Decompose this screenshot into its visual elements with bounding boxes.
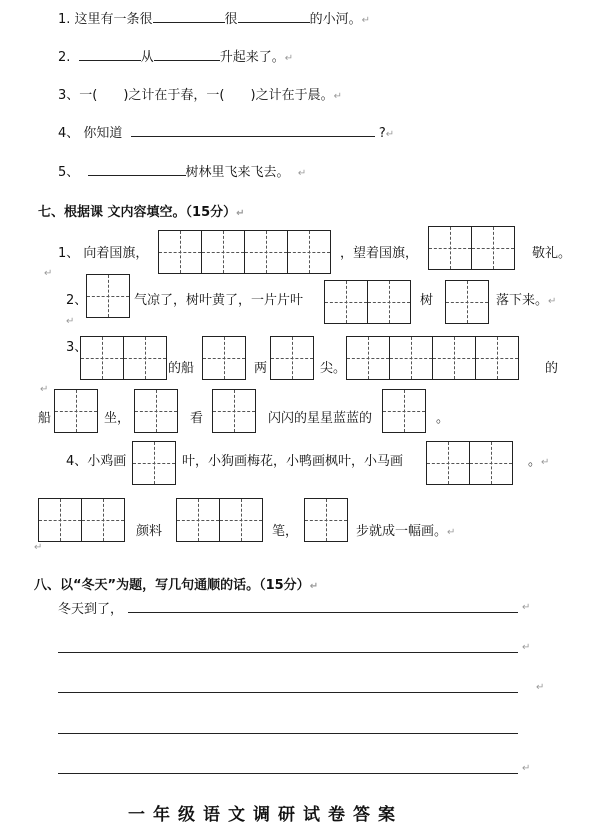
fill-item-2: 2. 从 升起来了。↵ xyxy=(58,46,293,65)
return-icon: ↵ xyxy=(522,602,531,613)
q3b-text-2: 坐， xyxy=(104,411,131,426)
writing-box[interactable] xyxy=(80,336,124,380)
writing-box[interactable] xyxy=(428,226,472,270)
q2-box-group-b xyxy=(324,280,411,324)
q4-text-1: 叶，小狗画梅花，小鸭画枫叶，小马画 xyxy=(182,454,404,469)
q3b-box-group-d xyxy=(382,389,426,433)
writing-box[interactable] xyxy=(202,336,246,380)
q3-text-2: 两 xyxy=(254,361,268,376)
section-8-heading: 八、以“冬天”为题，写几句通顺的话。（15分）↵ xyxy=(34,578,319,593)
q4-box-group-b xyxy=(426,441,513,485)
writing-box[interactable] xyxy=(469,441,513,485)
return-icon: ↵ xyxy=(522,642,531,653)
writing-box[interactable] xyxy=(38,498,82,542)
q1-box-group-b xyxy=(428,226,515,270)
q1-mid: ，望着国旗， xyxy=(340,246,419,261)
writing-box[interactable] xyxy=(176,498,220,542)
writing-line[interactable] xyxy=(128,612,518,613)
q3b-text-4: 闪闪的星星蓝蓝的 xyxy=(268,411,373,426)
q3-box-group-d xyxy=(346,336,519,380)
writing-box[interactable] xyxy=(287,230,331,274)
q4b-box-group-c xyxy=(304,498,348,542)
answer-blank[interactable] xyxy=(131,122,375,137)
q4b-box-group-a xyxy=(38,498,125,542)
q3b-box-group-b xyxy=(134,389,178,433)
writing-box[interactable] xyxy=(471,226,515,270)
q1-suffix: 敬礼。 xyxy=(532,246,572,261)
q4b-box-group-b xyxy=(176,498,263,542)
writing-box[interactable] xyxy=(212,389,256,433)
q3b-text-1: 船 xyxy=(38,411,52,426)
writing-box[interactable] xyxy=(244,230,288,274)
q3-box-group-a xyxy=(80,336,167,380)
return-icon: ↵ xyxy=(40,384,49,395)
writing-box[interactable] xyxy=(158,230,202,274)
q4-suffix: 。↵ xyxy=(528,454,550,469)
q3-text-1: 的船 xyxy=(168,361,195,376)
q3-text-3: 尖。 xyxy=(320,361,347,376)
answer-blank[interactable] xyxy=(88,161,186,176)
writing-box[interactable] xyxy=(134,389,178,433)
return-icon: ↵ xyxy=(548,296,557,307)
section-7-heading: 七、根据课 文内容填空。（15分）↵ xyxy=(38,205,245,220)
return-icon: ↵ xyxy=(44,268,53,279)
composition-start: 冬天到了， xyxy=(58,602,124,617)
writing-box[interactable] xyxy=(367,280,411,324)
q4b-text-2: 笔， xyxy=(272,524,299,539)
writing-box[interactable] xyxy=(389,336,433,380)
q3b-box-group-c xyxy=(212,389,256,433)
q4b-text-3: 步就成一幅画。↵ xyxy=(356,524,456,539)
q1-prefix: 1、 向着国旗， xyxy=(58,246,149,261)
writing-box[interactable] xyxy=(86,274,130,318)
q4-box-group-a xyxy=(132,441,176,485)
writing-box[interactable] xyxy=(304,498,348,542)
q2-suffix: 落下来。↵ xyxy=(496,293,557,308)
writing-box[interactable] xyxy=(346,336,390,380)
writing-box[interactable] xyxy=(382,389,426,433)
return-icon: ↵ xyxy=(236,208,245,219)
writing-box[interactable] xyxy=(201,230,245,274)
writing-box[interactable] xyxy=(324,280,368,324)
answer-blank[interactable] xyxy=(238,8,310,23)
answer-blank[interactable] xyxy=(154,46,220,61)
return-icon: ↵ xyxy=(361,15,370,26)
q3-prefix: 3、 xyxy=(66,340,88,355)
q3-text-4: 的 xyxy=(545,361,559,376)
q2-text-1: 气凉了，树叶黄了，一片片叶 xyxy=(134,293,304,308)
answer-blank[interactable] xyxy=(79,46,141,61)
q3-box-group-c xyxy=(270,336,314,380)
writing-box[interactable] xyxy=(445,280,489,324)
return-icon: ↵ xyxy=(297,168,307,179)
fill-item-3: 3、一( )之计在于春，一( )之计在于晨。↵ xyxy=(58,88,342,103)
answer-blank[interactable] xyxy=(153,8,225,23)
q4b-text-1: 颜料 xyxy=(136,524,163,539)
writing-box[interactable] xyxy=(123,336,167,380)
writing-line[interactable] xyxy=(58,652,518,653)
q1-box-group-a xyxy=(158,230,331,274)
return-icon: ↵ xyxy=(284,53,294,64)
writing-box[interactable] xyxy=(219,498,263,542)
return-icon: ↵ xyxy=(34,542,43,553)
writing-box[interactable] xyxy=(475,336,519,380)
writing-box[interactable] xyxy=(426,441,470,485)
writing-box[interactable] xyxy=(81,498,125,542)
q3-box-group-b xyxy=(202,336,246,380)
fill-item-5: 5、 树林里飞来飞去。 ↵ xyxy=(58,161,306,180)
q2-text-2: 树 xyxy=(420,293,434,308)
fill-item-1: 1. 这里有一条很 很 的小河。↵ xyxy=(58,8,370,27)
return-icon: ↵ xyxy=(447,527,456,538)
return-icon: ↵ xyxy=(522,763,531,774)
fill-item-4: 4、 你知道 ?↵ xyxy=(58,122,394,141)
q2-prefix: 2、 xyxy=(66,293,88,308)
return-icon: ↵ xyxy=(309,581,319,592)
return-icon: ↵ xyxy=(333,91,342,102)
q3b-text-5: 。 xyxy=(436,411,450,426)
q4-prefix: 4、小鸡画 xyxy=(66,454,127,469)
return-icon: ↵ xyxy=(385,129,395,140)
writing-line[interactable] xyxy=(58,773,518,774)
return-icon: ↵ xyxy=(66,316,75,327)
writing-line[interactable] xyxy=(58,733,518,734)
writing-box[interactable] xyxy=(270,336,314,380)
writing-box[interactable] xyxy=(132,441,176,485)
writing-box[interactable] xyxy=(54,389,98,433)
answer-key-title: 一年级语文调研试卷答案 xyxy=(128,805,403,825)
q3b-box-group-a xyxy=(54,389,98,433)
return-icon: ↵ xyxy=(541,457,550,468)
q3b-text-3: 看 xyxy=(190,411,204,426)
q2-box-group-a xyxy=(86,274,130,318)
q2-box-group-c xyxy=(445,280,489,324)
writing-box[interactable] xyxy=(432,336,476,380)
writing-line[interactable] xyxy=(58,692,518,693)
return-icon: ↵ xyxy=(536,682,545,693)
